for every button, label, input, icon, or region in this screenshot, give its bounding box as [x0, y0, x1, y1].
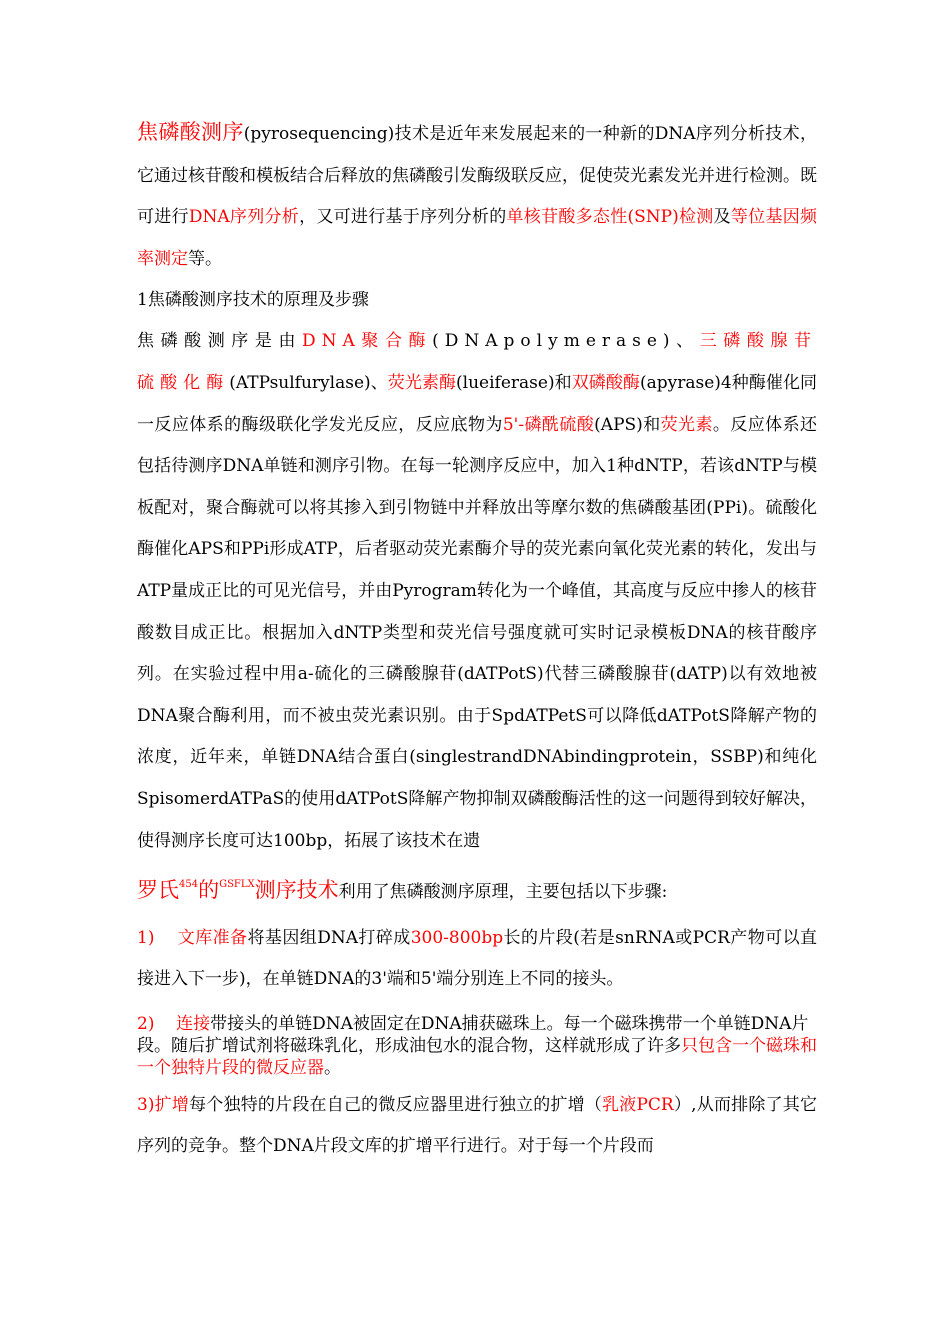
step-1-text-2: 长的片段(若是snRNA或PCR产物可以直接进入下一步)，在单链DNA的3'端和5'端分别连上不同的接头。 — [137, 927, 817, 990]
step-1-text-1: 将基因组DNA打碎成 — [247, 927, 411, 948]
term-roche: 罗氏 — [137, 878, 179, 903]
step-3-text-2: ）,从而排除了其它序列的竞争。整个DNA片段文库的扩增平行进行。对于每一个片段而 — [137, 1094, 818, 1157]
term-dna-sequence-analysis: DNA序列分析 — [188, 207, 300, 228]
term-snp-detection: 单核苷酸多态性(SNP)检测 — [506, 207, 714, 228]
principle-text-7: 。反应体系还包括待测序DNA单链和测序引物。在每一轮测序反应中，加入1种dNTP，若该dNTP与模板配对，聚合酶就可以将其掺入到引物链中并释放出等摩尔数的焦磷酸基团(PPi)。硫酸化酶催化APS和PPi形成ATP，后者驱动荧光素酶介导的荧光素向氧化荧光素的转化，发出与ATP量成正比的可见光信号，并由Pyrogram转化为一个峰值，其高度与反应中掺人的核苷酸数目成正比。根据加入dNTP类型和荧光信号强度就可实时记录模板DNA的核苷酸序列。在实验过程中用a-硫化的三磷酸腺苷(dATPotS)代替三磷酸腺苷(dATP)以有效地被DNA聚合酶利用，而不被虫荧光素识别。由于SpdATPetS可以降低dATPotS降解产物的浓度，近年来，单链DNA结合蛋白(singlestrandDNAbindingprotein，SSBP)和纯化SpisomerdATPaS的使用dATPotS降解产物抑制双磷酸酶活性的这一问题得到较好解决，使得测序长度可达100bp，拓展了该技术在遗 — [137, 414, 818, 851]
intro-text-3: 及 — [713, 207, 731, 228]
term-sequencing-tech: 测序技术 — [254, 878, 339, 903]
step-2 — [137, 1013, 817, 1079]
step-3-number: 3) — [137, 1094, 155, 1115]
term-luciferin: 荧光素 — [660, 414, 713, 435]
principle-paragraph — [137, 321, 817, 862]
step-3-title: 扩增 — [154, 1094, 190, 1115]
principle-text-1: 焦磷酸测序是由 — [137, 331, 303, 352]
intro-text: (pyrosequencing)技术是近年来发展起来的一种新的DNA序列分析技术，它通过核苷酸和模板结合后释放的焦磷酸引发酶级联反应，促使荧光素发光并进行检测。既可进行 — [137, 124, 817, 228]
term-apyrase: 双磷酸酶 — [571, 372, 640, 393]
term-pyrosequencing: 焦磷酸测序 — [137, 120, 244, 144]
section-heading: 1焦磷酸测序技术的原理及步骤 — [137, 290, 369, 311]
step-2-title: 连接 — [176, 1013, 211, 1034]
roche-text: 利用了焦磷酸测序原理，主要包括以下步骤: — [338, 882, 668, 903]
term-gsflx: GSFLX — [219, 879, 255, 891]
principle-text-2: (DNApolymerase)、 — [432, 331, 700, 352]
term-microreactor: 只包含一个磁珠和一个独特片段的微反应器 — [137, 1035, 817, 1078]
term-aps: 5'-磷酰硫酸 — [502, 414, 595, 435]
principle-text-6: (APS)和 — [594, 414, 661, 435]
step-2-text-1: 带接头的单链DNA被固定在DNA捕获磁珠上。每一个磁珠携带一个单链DNA片段。随后扩增试剂将磁珠乳化，形成油包水的混合物，这样就形成了许多 — [137, 1013, 809, 1056]
term-dna-polymerase: DNA聚合酶 — [302, 331, 433, 352]
roche-paragraph — [137, 864, 817, 914]
intro-paragraph — [137, 112, 817, 280]
principle-text-4: (lueiferase)和 — [456, 372, 572, 393]
principle-text-3: (ATPsulfurylase)、 — [229, 372, 388, 393]
intro-text-4: 等。 — [188, 248, 222, 269]
step-2-number: 2) — [137, 1013, 155, 1034]
term-atp-sulfurylase: 三磷酸腺苷硫酸化酶 — [137, 331, 818, 393]
term-de: 的 — [198, 878, 220, 903]
term-emulsion-pcr: 乳液PCR — [602, 1094, 674, 1115]
step-2-text-2: 。 — [324, 1057, 341, 1078]
principle-text-5: (apyrase)4种酶催化同一反应体系的酶级联化学发光反应，反应底物为 — [137, 372, 818, 435]
intro-text-2: ，又可进行基于序列分析的 — [299, 207, 507, 228]
step-1-title: 文库准备 — [177, 927, 248, 948]
step-3 — [137, 1085, 817, 1168]
term-allele-frequency: 等位基因频率测定 — [137, 207, 818, 269]
step-1-number: 1) — [137, 927, 155, 948]
step-1 — [137, 918, 817, 1001]
step-3-text-1: 每个独特的片段在自己的微反应器里进行独立的扩增（ — [189, 1094, 603, 1115]
document-page — [137, 112, 817, 1168]
term-454: 454 — [179, 879, 199, 891]
term-fragment-length: 300-800bp — [410, 927, 504, 948]
term-luciferase: 荧光素酶 — [387, 372, 457, 393]
